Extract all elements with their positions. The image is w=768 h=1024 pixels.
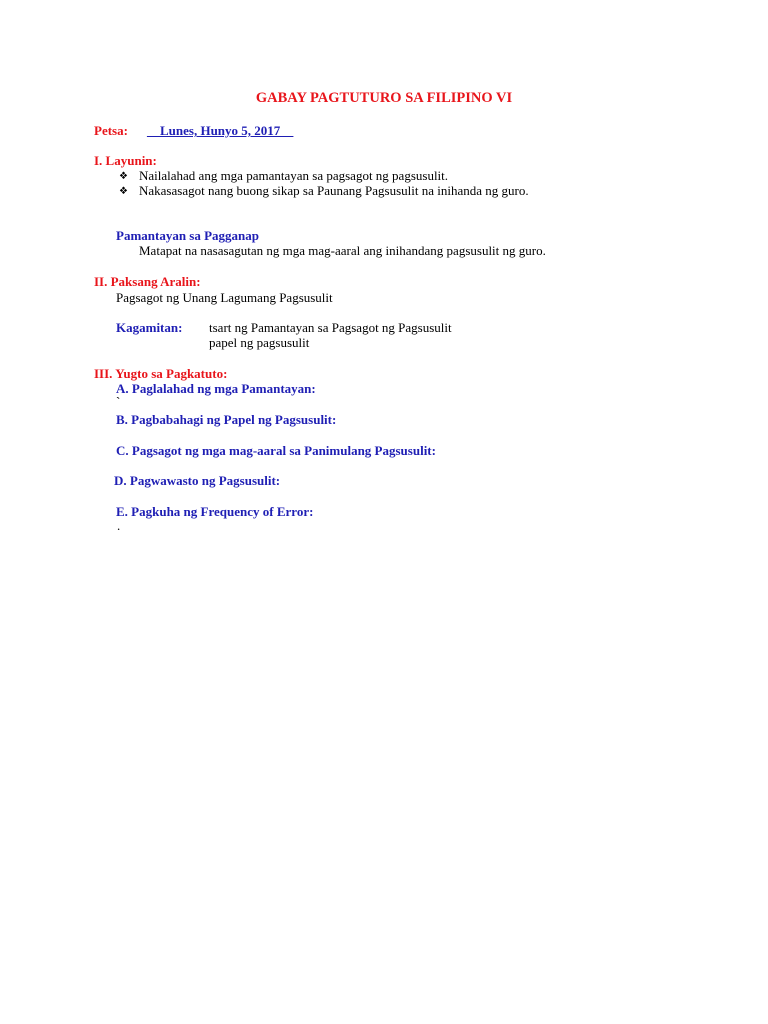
paksa-text: Pagsagot ng Unang Lagumang Pagsusulit [116,290,333,305]
paksa-heading: II. Paksang Aralin: [94,274,201,289]
pamantayan-text: Matapat na nasasagutan ng mga mag-aaral ang inihandang pagsusulit ng guro. [139,243,546,258]
page-title: GABAY PAGTUTURO SA FILIPINO VI [255,90,513,106]
pamantayan-heading: Pamantayan sa Pagganap [116,228,260,243]
step-a: A. Paglalahad ng mga Pamantayan: [116,381,316,396]
yugto-heading: III. Yugto sa Pagkatuto: [94,366,228,381]
step-b: B. Pagbabahagi ng Papel ng Pagsusulit: [116,412,337,427]
bullet-icon: ❖ [119,186,128,197]
trailing-dot: . [117,518,121,533]
layunin-item: Nailalahad ang mga pamantayan sa pagsagot ng pagsusulit. [139,168,449,183]
petsa-value: __Lunes, Hunyo 5, 2017__ [147,123,294,138]
kagamitan-label: Kagamitan: [116,320,183,335]
kagamitan-item: papel ng pagsusulit [209,335,310,350]
kagamitan-item: tsart ng Pamantayan sa Pagsagot ng Pagsusulit [209,320,452,335]
layunin-heading: I. Layunin: [94,153,157,168]
step-e: E. Pagkuha ng Frequency of Error: [116,504,314,519]
bullet-icon: ❖ [119,171,128,182]
petsa-label: Petsa: [94,123,128,138]
step-d: D. Pagwawasto ng Pagsusulit: [114,473,281,488]
stray-mark: ` [116,394,121,409]
step-c: C. Pagsagot ng mga mag-aaral sa Panimulang Pagsusulit: [116,443,436,458]
layunin-item: Nakasasagot nang buong sikap sa Paunang Pagsusulit na inihanda ng guro. [139,183,529,198]
